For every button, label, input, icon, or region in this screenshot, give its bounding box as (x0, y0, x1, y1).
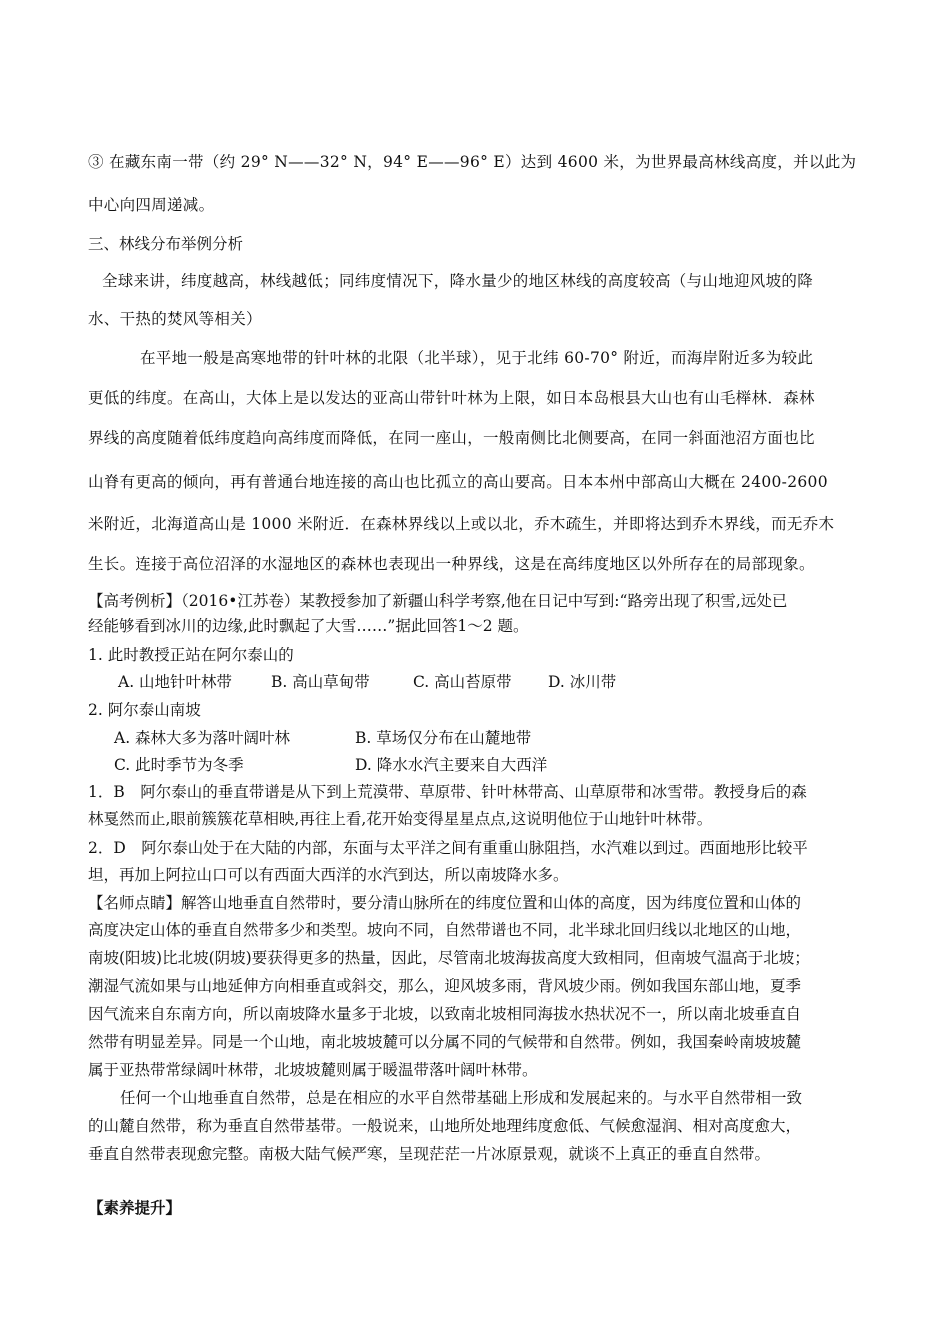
teacher-note-line: 然带有明显差异。同是一个山地，南北坡坡麓可以分属不同的气候带和自然带。例如，我国秦岭南坡坡麓 (88, 1033, 802, 1051)
teacher-note-line: 高度决定山体的垂直自然带多少和类型。坡向不同，自然带谱也不同，北半球北回归线以北地区的山地， (88, 921, 802, 939)
tibet-text-line-2: 中心向四周递减。 (88, 196, 215, 214)
teacher-note-line: 因气流来自东南方向，所以南坡降水量多于北坡，以致南北坡相同海拔水热状况不一，所以南北坡垂直自 (88, 1005, 802, 1023)
section-three-paragraph-2-line: 界线的高度随着低纬度趋向高纬度而降低，在同一座山，一般南侧比北侧要高，在同一斜面池沼方面也比 (88, 429, 815, 447)
answer-1-line-2: 林戛然而止,眼前簇簇花草相映,再往上看,花开始变得星星点点,这说明他位于山地针叶林带。 (88, 810, 713, 828)
q2-option-b: B. 草场仅分布在山麓地带 (355, 729, 532, 747)
answer-1-line-1: 1．B 阿尔泰山的垂直带谱是从下到上荒漠带、草原带、针叶林带高、山草原带和冰雪带。教授身后的森 (88, 783, 807, 801)
teacher-note-line: 潮湿气流如果与山地延伸方向相垂直或斜交，那么，迎风坡多雨，背风坡少雨。例如我国东部山地，夏季 (88, 977, 802, 995)
q1-option-c: C. 高山苔原带 (413, 673, 512, 691)
teacher-note-paragraph-2-line: 的山麓自然带，称为垂直自然带基带。一般说来，山地所处地理纬度愈低、气候愈湿润、相对高度愈大， (88, 1117, 802, 1135)
literacy-heading: 【素养提升】 (88, 1198, 182, 1217)
exam-intro-line-2: 经能够看到冰川的边缘,此时飘起了大雪……”据此回答1～2 题。 (88, 617, 529, 635)
answer-2-line-2: 坦，再加上阿拉山口可以有西面大西洋的水汽到达，所以南坡降水多。 (88, 866, 569, 884)
teacher-note-paragraph-2-line: 垂直自然带表现愈完整。南极大陆气候严寒，呈现茫茫一片冰原景观，就谈不上真正的垂直自然带。 (88, 1145, 771, 1163)
section-three-paragraph-2-line: 更低的纬度。在高山，大体上是以发达的亚高山带针叶林为上限，如日本岛根县大山也有山毛榉林．森林 (88, 389, 815, 407)
teacher-note-paragraph-2-line: 任何一个山地垂直自然带，总是在相应的水平自然带基础上形成和发展起来的。与水平自然带相一致 (120, 1089, 803, 1107)
q2-option-d: D. 降水水汽主要来自大西洋 (355, 756, 548, 774)
answer-2-line-1: 2．D 阿尔泰山处于在大陆的内部，东面与太平洋之间有重重山脉阻挡，水汽难以到过。西面地形比较平 (88, 839, 808, 857)
q1-option-a: A. 山地针叶林带 (118, 673, 233, 691)
section-three-paragraph-2-line: 米附近，北海道高山是 1000 米附近．在森林界线以上或以北，乔木疏生，并即将达到乔木界线，而无乔木 (88, 515, 835, 533)
exam-intro-line-1: 【高考例析】（2016•江苏卷）某教授参加了新疆山科学考察,他在日记中写到:“路旁出现了积雪,远处已 (88, 592, 788, 610)
question-2: 2. 阿尔泰山南坡 (88, 701, 201, 719)
tibet-text-line-1: ③ 在藏东南一带（约 29° N——32° N，94° E——96° E）达到 4600 米，为世界最高林线高度，并以此为 (88, 153, 857, 171)
q2-option-c: C. 此时季节为冬季 (114, 756, 244, 774)
q1-option-d: D. 冰川带 (548, 673, 617, 691)
section-three-paragraph-1-line-1: 全球来讲，纬度越高，林线越低；同纬度情况下，降水量少的地区林线的高度较高（与山地迎风坡的降 (102, 272, 814, 290)
teacher-note-line: 【名师点睛】解答山地垂直自然带时，要分清山脉所在的纬度位置和山体的高度，因为纬度位置和山体的 (88, 894, 802, 912)
q1-option-b: B. 高山草甸带 (271, 673, 370, 691)
section-three-paragraph-2-line: 生长。连接于高位沼泽的水湿地区的森林也表现出一种界线，这是在高纬度地区以外所存在的局部现象。 (88, 555, 815, 573)
section-three-paragraph-2-line: 山脊有更高的倾向，再有普通台地连接的高山也比孤立的高山要高。日本本州中部高山大概在 2400-2600 (88, 473, 828, 491)
section-three-heading: 三、林线分布举例分析 (88, 235, 244, 253)
teacher-note-line: 属于亚热带常绿阔叶林带，北坡坡麓则属于暖温带落叶阔叶林带。 (88, 1061, 538, 1079)
section-three-paragraph-2-line: 在平地一般是高寒地带的针叶林的北限（北半球），见于北纬 60-70° 附近，而海岸附近多为较此 (140, 349, 814, 367)
section-three-paragraph-1-line-2: 水、干热的焚风等相关） (88, 310, 262, 328)
q2-option-a: A. 森林大多为落叶阔叶林 (114, 729, 291, 747)
question-1: 1. 此时教授正站在阿尔泰山的 (88, 646, 294, 664)
teacher-note-line: 南坡(阳坡)比北坡(阴坡)要获得更多的热量，因此，尽管南北坡海拔高度大致相同，但南坡气温高于北坡； (88, 949, 810, 967)
